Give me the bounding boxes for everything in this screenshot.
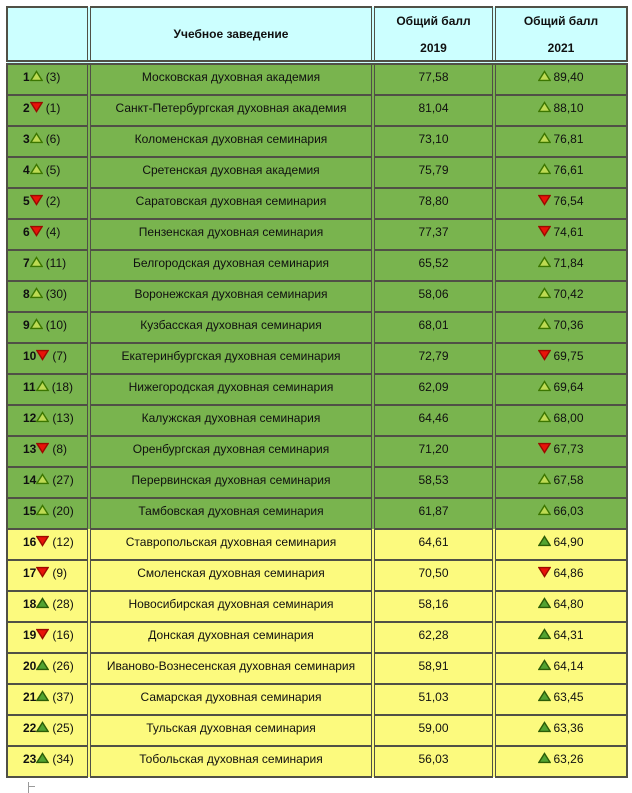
triangle-down-icon [36, 349, 49, 361]
rank-cell [7, 343, 89, 374]
score-2019-label: Общий балл [396, 13, 471, 28]
previous-rank: (6) [45, 132, 61, 146]
triangle-up-icon [36, 752, 49, 764]
rank-cell [7, 498, 89, 529]
triangle-up-icon [538, 659, 551, 671]
institution-name: Донская духовная семинария [89, 622, 373, 653]
rank-cell [7, 188, 89, 219]
previous-rank: (13) [52, 411, 74, 425]
rank-number: 6 [23, 225, 30, 239]
triangle-down-icon [30, 194, 43, 206]
previous-rank: (20) [52, 504, 74, 518]
rank-number: 3 [23, 132, 30, 146]
rank-cell [7, 467, 89, 498]
score-2021-value: 64,86 [553, 566, 584, 580]
previous-rank: (27) [52, 473, 74, 487]
institution-name: Московская духовная академия [89, 63, 373, 96]
score-2021-label: Общий балл [523, 13, 599, 28]
institution-name: Саратовская духовная семинария [89, 188, 373, 219]
score-2021-value: 63,36 [553, 721, 584, 735]
triangle-down-icon [36, 628, 49, 640]
score-2021-cell [494, 560, 627, 591]
previous-rank: (9) [52, 566, 68, 580]
table-row [7, 188, 627, 219]
score-2019-value: 61,87 [373, 498, 494, 529]
score-2019-value: 59,00 [373, 715, 494, 746]
rank-number: 17 [23, 566, 37, 580]
score-2019-value: 75,79 [373, 157, 494, 188]
header-row [7, 7, 627, 63]
institution-name: Екатеринбургская духовная семинария [89, 343, 373, 374]
previous-rank: (1) [45, 101, 61, 115]
previous-rank: (11) [45, 256, 67, 270]
score-2019-value: 62,09 [373, 374, 494, 405]
score-2021-value: 74,61 [553, 225, 584, 239]
score-2021-value: 64,80 [553, 597, 584, 611]
header-score-2019-cell [373, 7, 494, 63]
next-table-corner-mark [28, 782, 29, 793]
score-2021-cell [494, 498, 627, 529]
ranking-table [6, 6, 628, 778]
triangle-up-icon [538, 70, 551, 82]
score-2021-cell [494, 312, 627, 343]
table-row [7, 653, 627, 684]
score-2019-value: 73,10 [373, 126, 494, 157]
score-2019-value: 78,80 [373, 188, 494, 219]
institution-name: Санкт-Петербургская духовная академия [89, 95, 373, 126]
previous-rank: (25) [52, 721, 74, 735]
triangle-up-icon [36, 473, 49, 485]
table-row [7, 467, 627, 498]
triangle-down-icon [538, 349, 551, 361]
score-2021-value: 69,64 [553, 380, 584, 394]
score-2021-value: 67,58 [553, 473, 584, 487]
triangle-up-icon [30, 163, 43, 175]
score-2021-cell [494, 343, 627, 374]
triangle-up-icon [538, 318, 551, 330]
table-row [7, 219, 627, 250]
institution-name: Ставропольская духовная семинария [89, 529, 373, 560]
score-2021-value: 63,26 [553, 752, 584, 766]
rank-number: 11 [23, 380, 36, 394]
score-2021-value: 70,36 [553, 318, 584, 332]
score-2021-cell [494, 405, 627, 436]
score-2021-cell [494, 126, 627, 157]
previous-rank: (4) [45, 225, 61, 239]
score-2021-value: 68,00 [553, 411, 584, 425]
institution-name: Нижегородская духовная семинария [89, 374, 373, 405]
triangle-up-icon [36, 721, 49, 733]
header-score-2021-cell [494, 7, 627, 63]
score-2019-value: 77,58 [373, 63, 494, 96]
rank-number: 22 [23, 721, 37, 735]
table-row [7, 684, 627, 715]
triangle-up-icon [538, 163, 551, 175]
previous-rank: (30) [45, 287, 68, 301]
table-row [7, 498, 627, 529]
table-body [7, 63, 627, 778]
triangle-up-icon [538, 132, 551, 144]
rank-cell [7, 746, 89, 777]
triangle-up-icon [538, 380, 551, 392]
rank-number: 16 [23, 535, 37, 549]
score-2019-value: 62,28 [373, 622, 494, 653]
score-2021-cell [494, 219, 627, 250]
year-2021-label: 2021 [547, 40, 575, 55]
rank-number: 4 [23, 163, 30, 177]
rank-number: 9 [23, 318, 30, 332]
table-row [7, 95, 627, 126]
triangle-down-icon [36, 566, 49, 578]
triangle-up-icon [538, 473, 551, 485]
score-2021-cell [494, 188, 627, 219]
rank-cell [7, 281, 89, 312]
table-row [7, 126, 627, 157]
rank-cell [7, 684, 89, 715]
rank-cell [7, 250, 89, 281]
triangle-up-icon [538, 721, 551, 733]
previous-rank: (3) [45, 70, 61, 84]
year-2019-label: 2019 [420, 40, 447, 55]
score-2019-value: 70,50 [373, 560, 494, 591]
score-2019-value: 51,03 [373, 684, 494, 715]
table-row [7, 157, 627, 188]
table-row [7, 715, 627, 746]
score-2021-value: 64,90 [553, 535, 584, 549]
triangle-up-icon [30, 70, 43, 82]
table-row [7, 312, 627, 343]
score-2021-cell [494, 281, 627, 312]
table-row [7, 622, 627, 653]
triangle-up-icon [36, 504, 49, 516]
score-2019-value: 65,52 [373, 250, 494, 281]
table-row [7, 281, 627, 312]
rank-cell [7, 374, 89, 405]
rank-number: 5 [23, 194, 30, 208]
table-row [7, 436, 627, 467]
rank-number: 21 [23, 690, 37, 704]
header-rank-cell [7, 7, 89, 63]
score-2021-cell [494, 653, 627, 684]
rank-cell [7, 95, 89, 126]
previous-rank: (37) [52, 690, 74, 704]
score-2021-value: 70,42 [553, 287, 584, 301]
triangle-up-icon [538, 411, 551, 423]
score-2019-value: 58,91 [373, 653, 494, 684]
previous-rank: (8) [52, 442, 68, 456]
score-2021-cell [494, 157, 627, 188]
triangle-up-icon [30, 287, 43, 299]
institution-name: Воронежская духовная семинария [89, 281, 373, 312]
score-2019-value: 56,03 [373, 746, 494, 777]
table-row [7, 63, 627, 96]
rank-number: 18 [23, 597, 37, 611]
header-institution-cell: Учебное заведение [89, 7, 373, 63]
triangle-up-icon [36, 411, 49, 423]
triangle-down-icon [538, 566, 551, 578]
institution-name: Самарская духовная семинария [89, 684, 373, 715]
triangle-up-icon [538, 101, 551, 113]
previous-rank: (34) [52, 752, 74, 766]
score-2021-value: 88,10 [553, 101, 584, 115]
table-row [7, 746, 627, 777]
institution-name: Тульская духовная семинария [89, 715, 373, 746]
score-2021-cell [494, 529, 627, 560]
triangle-up-icon [36, 690, 49, 702]
rank-number: 13 [23, 442, 37, 456]
institution-name: Белгородская духовная семинария [89, 250, 373, 281]
score-2019-value: 58,16 [373, 591, 494, 622]
institution-name: Новосибирская духовная семинария [89, 591, 373, 622]
score-2019-value: 58,53 [373, 467, 494, 498]
score-2019-value: 77,37 [373, 219, 494, 250]
rank-cell [7, 436, 89, 467]
rank-number: 8 [23, 287, 30, 301]
score-2021-cell [494, 250, 627, 281]
rank-number: 20 [23, 659, 37, 673]
triangle-up-icon [538, 535, 551, 547]
score-2021-value: 63,45 [553, 690, 584, 704]
rank-cell [7, 653, 89, 684]
next-table-corner-mark-stub [28, 786, 35, 787]
score-2021-cell [494, 746, 627, 777]
institution-name: Пензенская духовная семинария [89, 219, 373, 250]
score-2021-cell [494, 467, 627, 498]
rank-cell [7, 157, 89, 188]
rank-cell [7, 63, 89, 96]
score-2019-value: 58,06 [373, 281, 494, 312]
rank-number: 23 [23, 752, 37, 766]
score-2021-value: 64,14 [553, 659, 584, 673]
previous-rank: (10) [45, 318, 68, 332]
table-header [7, 7, 627, 63]
previous-rank: (7) [52, 349, 68, 363]
score-2021-cell [494, 622, 627, 653]
rank-cell [7, 529, 89, 560]
previous-rank: (2) [45, 194, 61, 208]
triangle-down-icon [36, 535, 49, 547]
rank-cell [7, 560, 89, 591]
triangle-up-icon [538, 287, 551, 299]
score-2019-value: 72,79 [373, 343, 494, 374]
score-2021-cell [494, 591, 627, 622]
triangle-down-icon [538, 225, 551, 237]
rank-number: 12 [23, 411, 37, 425]
score-2021-value: 71,84 [553, 256, 584, 270]
triangle-up-icon [538, 628, 551, 640]
institution-name: Перервинская духовная семинария [89, 467, 373, 498]
score-2021-cell [494, 684, 627, 715]
rank-number: 1 [23, 70, 30, 84]
score-2021-value: 69,75 [553, 349, 584, 363]
rank-cell [7, 622, 89, 653]
rank-number: 15 [23, 504, 37, 518]
triangle-down-icon [36, 442, 49, 454]
previous-rank: (18) [51, 380, 74, 394]
institution-name: Сретенская духовная академия [89, 157, 373, 188]
institution-name: Калужская духовная семинария [89, 405, 373, 436]
table-row [7, 405, 627, 436]
institution-name: Коломенская духовная семинария [89, 126, 373, 157]
rank-cell [7, 405, 89, 436]
triangle-up-icon [538, 256, 551, 268]
score-2021-value: 76,61 [553, 163, 584, 177]
score-2021-value: 76,54 [553, 194, 584, 208]
triangle-up-icon [36, 380, 49, 392]
institution-name: Иваново-Вознесенская духовная семинария [89, 653, 373, 684]
triangle-up-icon [538, 752, 551, 764]
rank-cell [7, 715, 89, 746]
score-2021-cell [494, 715, 627, 746]
previous-rank: (5) [45, 163, 61, 177]
institution-name: Тобольская духовная семинария [89, 746, 373, 777]
score-2021-value: 67,73 [553, 442, 584, 456]
rank-number: 14 [23, 473, 37, 487]
triangle-up-icon [538, 504, 551, 516]
previous-rank: (28) [52, 597, 74, 611]
score-2021-value: 64,31 [553, 628, 584, 642]
score-2019-value: 68,01 [373, 312, 494, 343]
rank-number: 7 [23, 256, 30, 270]
score-2021-cell [494, 63, 627, 96]
score-2021-value: 66,03 [553, 504, 584, 518]
score-2021-cell [494, 374, 627, 405]
rank-number: 19 [23, 628, 37, 642]
table-row [7, 591, 627, 622]
previous-rank: (16) [52, 628, 74, 642]
score-2019-value: 71,20 [373, 436, 494, 467]
rank-number: 10 [23, 349, 37, 363]
triangle-up-icon [30, 318, 43, 330]
previous-rank: (26) [52, 659, 74, 673]
rank-number: 2 [23, 101, 30, 115]
score-2021-value: 76,81 [553, 132, 584, 146]
triangle-up-icon [538, 597, 551, 609]
rank-cell [7, 219, 89, 250]
table-row [7, 529, 627, 560]
triangle-up-icon [30, 132, 43, 144]
score-2021-cell [494, 436, 627, 467]
triangle-up-icon [538, 690, 551, 702]
score-2019-value: 64,46 [373, 405, 494, 436]
triangle-up-icon [30, 256, 43, 268]
score-2019-value: 81,04 [373, 95, 494, 126]
table-row [7, 374, 627, 405]
triangle-down-icon [538, 194, 551, 206]
triangle-down-icon [538, 442, 551, 454]
triangle-down-icon [30, 225, 43, 237]
score-2021-cell [494, 95, 627, 126]
institution-name: Оренбургская духовная семинария [89, 436, 373, 467]
table-row [7, 343, 627, 374]
triangle-down-icon [30, 101, 43, 113]
institution-name: Тамбовская духовная семинария [89, 498, 373, 529]
institution-name: Смоленская духовная семинария [89, 560, 373, 591]
rank-cell [7, 591, 89, 622]
table-row [7, 250, 627, 281]
rank-cell [7, 126, 89, 157]
table-row [7, 560, 627, 591]
rank-cell [7, 312, 89, 343]
previous-rank: (12) [52, 535, 74, 549]
score-2019-value: 64,61 [373, 529, 494, 560]
triangle-up-icon [36, 597, 49, 609]
score-2021-value: 89,40 [553, 70, 584, 84]
triangle-up-icon [36, 659, 49, 671]
institution-name: Кузбасская духовная семинария [89, 312, 373, 343]
